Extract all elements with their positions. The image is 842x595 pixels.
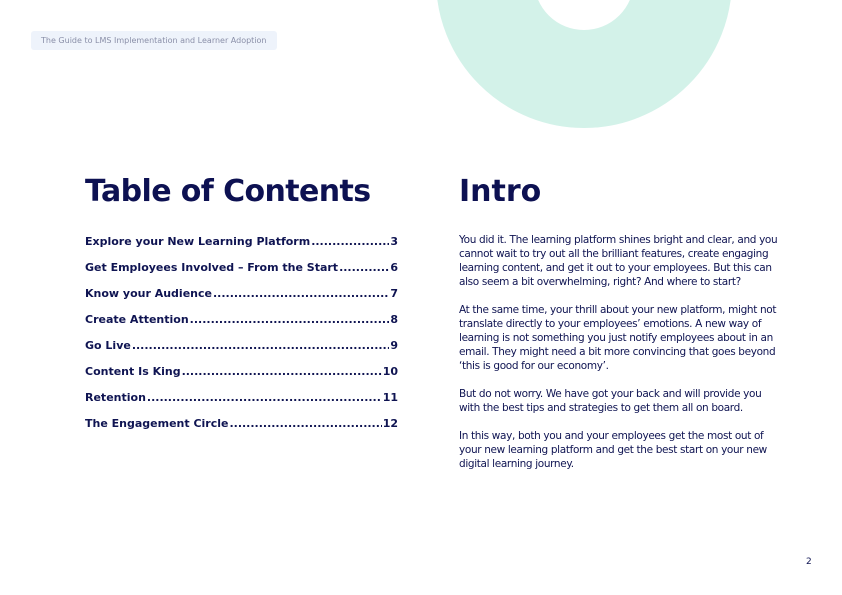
toc-heading: Table of Contents bbox=[85, 174, 371, 209]
intro-body bbox=[459, 233, 779, 485]
toc-entry-page: 7 bbox=[390, 287, 398, 300]
toc-dot-leader bbox=[213, 287, 389, 300]
toc-entry-label: Explore your New Learning Platform bbox=[85, 235, 311, 248]
toc-entry-label: Content Is King bbox=[85, 365, 181, 378]
toc-dot-leader bbox=[182, 365, 382, 378]
toc-dot-leader bbox=[147, 391, 382, 404]
toc-dot-leader bbox=[190, 313, 390, 326]
toc-entry-page: 3 bbox=[390, 235, 398, 248]
toc-entry-create-attention[interactable] bbox=[85, 313, 398, 339]
toc-entry-label: Know your Audience bbox=[85, 287, 212, 300]
toc-dot-leader bbox=[339, 261, 389, 274]
toc-entry-engagement-circle[interactable] bbox=[85, 417, 398, 443]
toc-entry-page: 8 bbox=[390, 313, 398, 326]
toc-entry-page: 10 bbox=[382, 365, 398, 378]
toc-entry-explore[interactable] bbox=[85, 235, 398, 261]
toc-entry-label: Create Attention bbox=[85, 313, 189, 326]
intro-heading: Intro bbox=[459, 174, 542, 209]
toc-entry-label: Go Live bbox=[85, 339, 131, 352]
toc-entry-page: 12 bbox=[382, 417, 398, 430]
page-number: 2 bbox=[806, 557, 812, 567]
table-of-contents bbox=[85, 235, 398, 443]
toc-entry-content-is-king[interactable] bbox=[85, 365, 398, 391]
intro-paragraph: At the same time, your thrill about your new platform, might not translate directly to your employees’ emotions. A new way of learning is not something you just notify employees about in an email. They might need a bit more convincing that goes beyond ‘this is good for our economy’. bbox=[459, 304, 777, 372]
toc-entry-know-your-audience[interactable] bbox=[85, 287, 398, 313]
toc-dot-leader bbox=[229, 417, 381, 430]
toc-entry-label: Get Employees Involved – From the Start bbox=[85, 261, 339, 274]
toc-entry-get-employees-involved[interactable] bbox=[85, 261, 398, 287]
toc-entry-go-live[interactable] bbox=[85, 339, 398, 365]
document-header-tag: The Guide to LMS Implementation and Learner Adoption bbox=[31, 31, 277, 50]
toc-entry-label: The Engagement Circle bbox=[85, 417, 229, 430]
toc-entry-page: 6 bbox=[390, 261, 398, 274]
intro-paragraph: You did it. The learning platform shines bright and clear, and you cannot wait to try out all the brilliant features, create engaging learning content, and get it out to your employees. But this can also seem a bit overwhelming, right? And where to start? bbox=[459, 234, 778, 288]
intro-paragraph: But do not worry. We have got your back and will provide you with the best tips and strategies to get them all on board. bbox=[459, 388, 762, 414]
toc-entry-retention[interactable] bbox=[85, 391, 398, 417]
toc-dot-leader bbox=[132, 339, 390, 352]
intro-paragraph: In this way, both you and your employees get the most out of your new learning platform and get the best start on your new digital learning journey. bbox=[459, 430, 767, 470]
toc-entry-page: 9 bbox=[390, 339, 398, 352]
toc-dot-leader bbox=[311, 235, 389, 248]
toc-entry-label: Retention bbox=[85, 391, 146, 404]
decorative-ring bbox=[436, 0, 732, 128]
toc-entry-page: 11 bbox=[382, 391, 398, 404]
